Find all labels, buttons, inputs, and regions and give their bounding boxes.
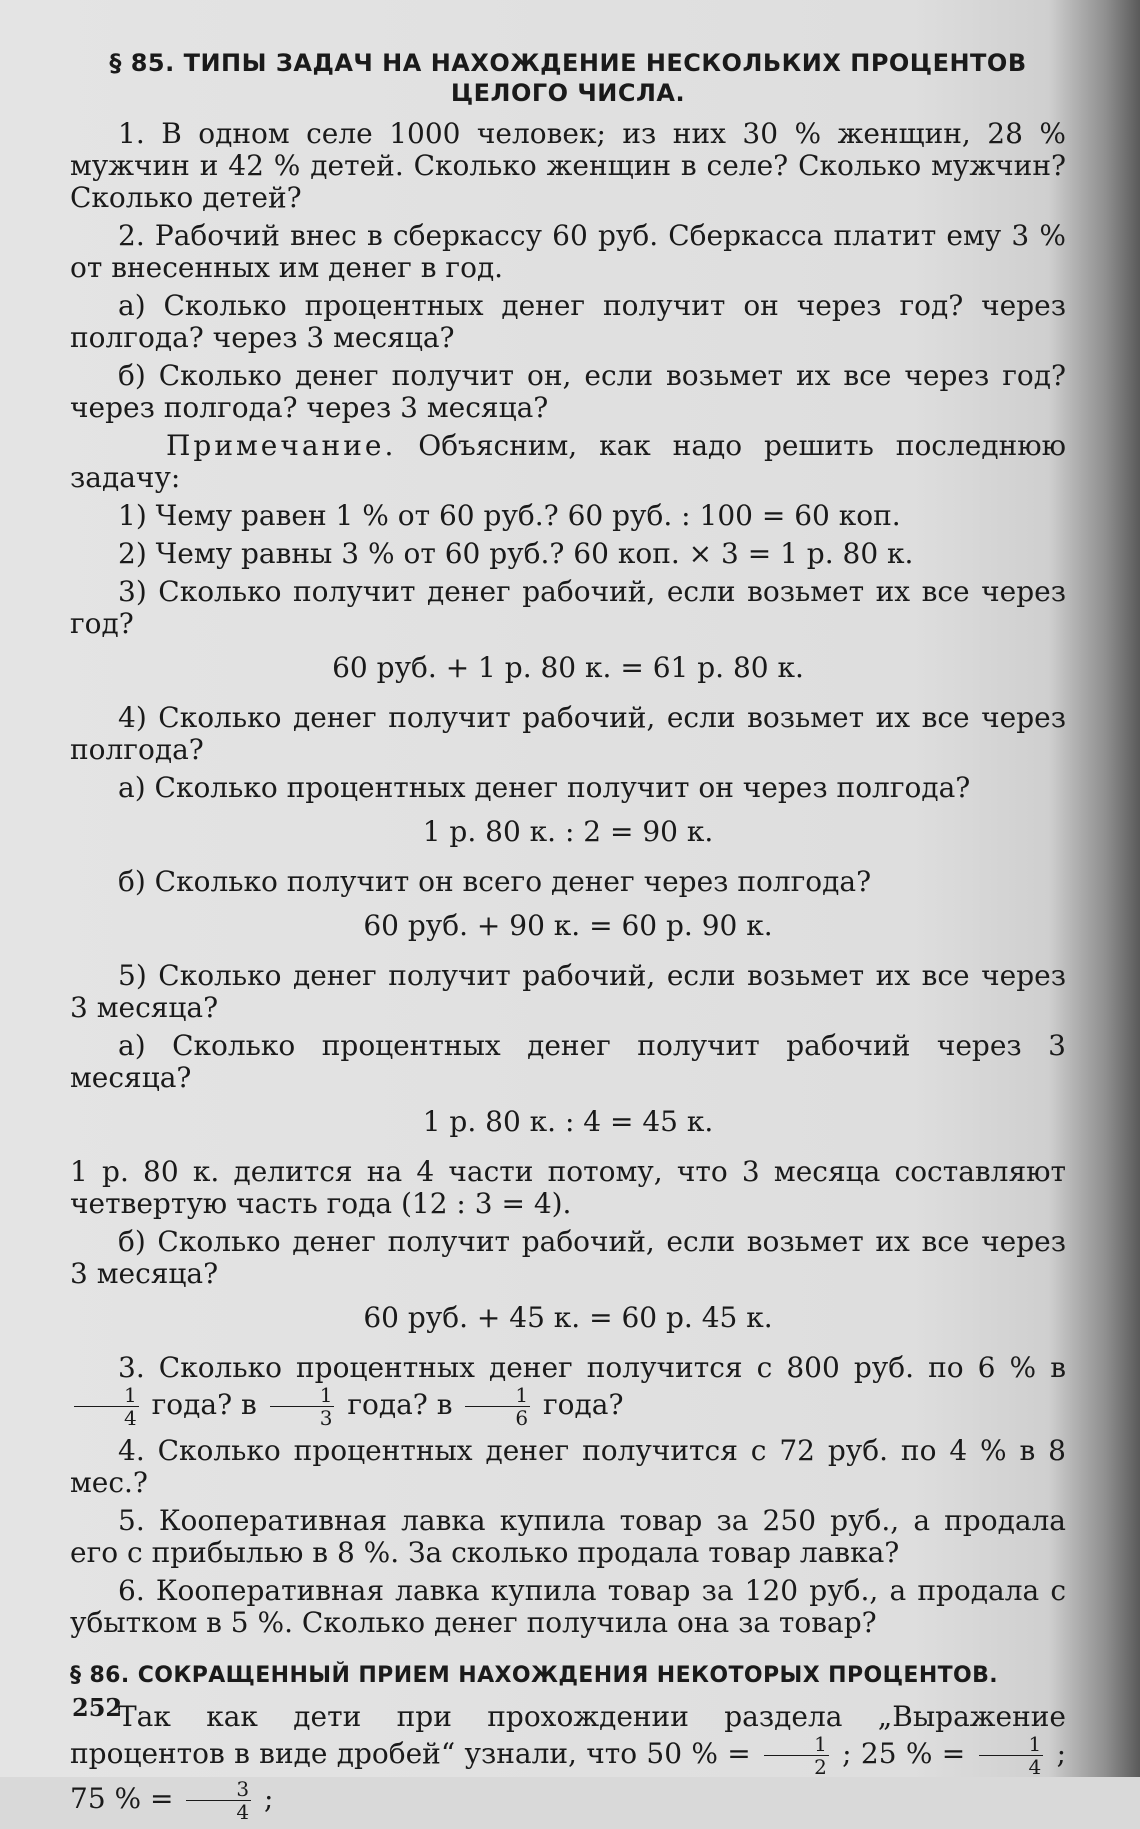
expr-end: ; [264, 1782, 274, 1815]
expr-25: ; 25 % = [842, 1737, 966, 1770]
problem-2: 2. Рабочий внес в сберкассу 60 руб. Сберкасса платит ему 3 % от внесенных им денег в год. [70, 219, 1066, 284]
problem-4: 4. Сколько процентных денег получится с 72 руб. по 4 % в 8 мес.? [70, 1434, 1066, 1499]
step-1: 1) Чему равен 1 % от 60 руб.? 60 руб. : 100 = 60 коп. [118, 499, 901, 532]
step-4b: б) Сколько получит он всего денег через полгода? [118, 865, 872, 898]
step-4: 4) Сколько денег получит рабочий, если возьмет их все через полгода? [70, 701, 1066, 766]
note-text: Объясним, как надо решить последнюю задачу: [70, 429, 1066, 494]
fraction-1-2: $\frac{1}{2}$ [764, 1733, 829, 1778]
heading-line-2: ЦЕЛОГО ЧИСЛА. [450, 79, 686, 107]
step-5b: б) Сколько денег получит рабочий, если возьмет их все через 3 месяца? [70, 1225, 1066, 1290]
problem-2a: а) Сколько процентных денег получит он через год? через полгода? через 3 месяца? [70, 289, 1066, 354]
explanation: 1 р. 80 к. делится на 4 части потому, что 3 месяца составляют четвертую часть года (12 : 3 = 4). [70, 1155, 1066, 1220]
problem-6: 6. Кооперативная лавка купила товар за 120 руб., а продала с убытком в 5 %. Сколько денег получила она за товар? [70, 1574, 1066, 1639]
problem-5: 5. Кооперативная лавка купила товар за 250 руб., а продала его с прибылью в 8 %. За сколько продала товар лавка? [70, 1504, 1066, 1569]
fraction-1-4b: $\frac{1}{4}$ [979, 1733, 1044, 1778]
expr-75: ; 75 % = [70, 1737, 1067, 1815]
problem-2b: б) Сколько денег получит он, если возьмет их все через год? через полгода? через 3 месяца? [70, 359, 1066, 424]
fraction-3-4: $\frac{3}{4}$ [186, 1778, 251, 1823]
section-86-heading: § 86. СОКРАЩЕННЫЙ ПРИЕМ НАХОЖДЕНИЯ НЕКОТОРЫХ ПРОЦЕНТОВ. [70, 1663, 999, 1688]
problem-3 [70, 1352, 1066, 1429]
section-85-heading [70, 48, 1066, 108]
section-86-intro: Так как дети при прохождении раздела „Выражение процентов в виде дробей“ узнали, что [70, 1700, 1066, 1770]
note-label: Примечание. [166, 429, 397, 462]
fraction-1-3: $\frac{1}{3}$ [270, 1384, 335, 1429]
section-86-text [70, 1701, 1066, 1823]
expr-50: 50 % = [646, 1737, 751, 1770]
formula-3: 60 руб. + 90 к. = 60 р. 90 к. [363, 909, 773, 942]
step-4a: а) Сколько процентных денег получит он через полгода? [118, 771, 971, 804]
problem-3-w3: года? в [347, 1388, 453, 1421]
page-number: 252 [72, 1693, 123, 1722]
problem-3-w1: в [1050, 1351, 1067, 1384]
step-5a: а) Сколько процентных денег получит рабочий через 3 месяца? [70, 1029, 1066, 1094]
step-2: 2) Чему равны 3 % от 60 руб.? 60 коп. × 3 = 1 р. 80 к. [118, 537, 914, 570]
problem-3-text: 3. Сколько процентных денег получится с 800 руб. по 6 % [118, 1351, 1037, 1384]
problem-3-w4: года? [543, 1388, 624, 1421]
heading-line-1: § 85. ТИПЫ ЗАДАЧ НА НАХОЖДЕНИЕ НЕСКОЛЬКИХ ПРОЦЕНТОВ [109, 49, 1027, 77]
page-content [70, 40, 1066, 1829]
problem-3-w2: года? в [151, 1388, 257, 1421]
formula-5: 60 руб. + 45 к. = 60 р. 45 к. [363, 1301, 773, 1334]
fraction-1-4: $\frac{1}{4}$ [74, 1384, 139, 1429]
note [70, 430, 1066, 494]
problem-1: 1. В одном селе 1000 человек; из них 30 % женщин, 28 % мужчин и 42 % детей. Сколько женщин в селе? Сколько мужчин? Сколько детей? [70, 117, 1066, 214]
formula-4: 1 р. 80 к. : 4 = 45 к. [422, 1105, 714, 1138]
formula-2: 1 р. 80 к. : 2 = 90 к. [422, 815, 714, 848]
step-3: 3) Сколько получит денег рабочий, если возьмет их все через год? [70, 575, 1066, 640]
formula-1: 60 руб. + 1 р. 80 к. = 61 р. 80 к. [332, 651, 804, 684]
fraction-1-6: $\frac{1}{6}$ [465, 1384, 530, 1429]
step-5: 5) Сколько денег получит рабочий, если возьмет их все через 3 месяца? [70, 959, 1066, 1024]
